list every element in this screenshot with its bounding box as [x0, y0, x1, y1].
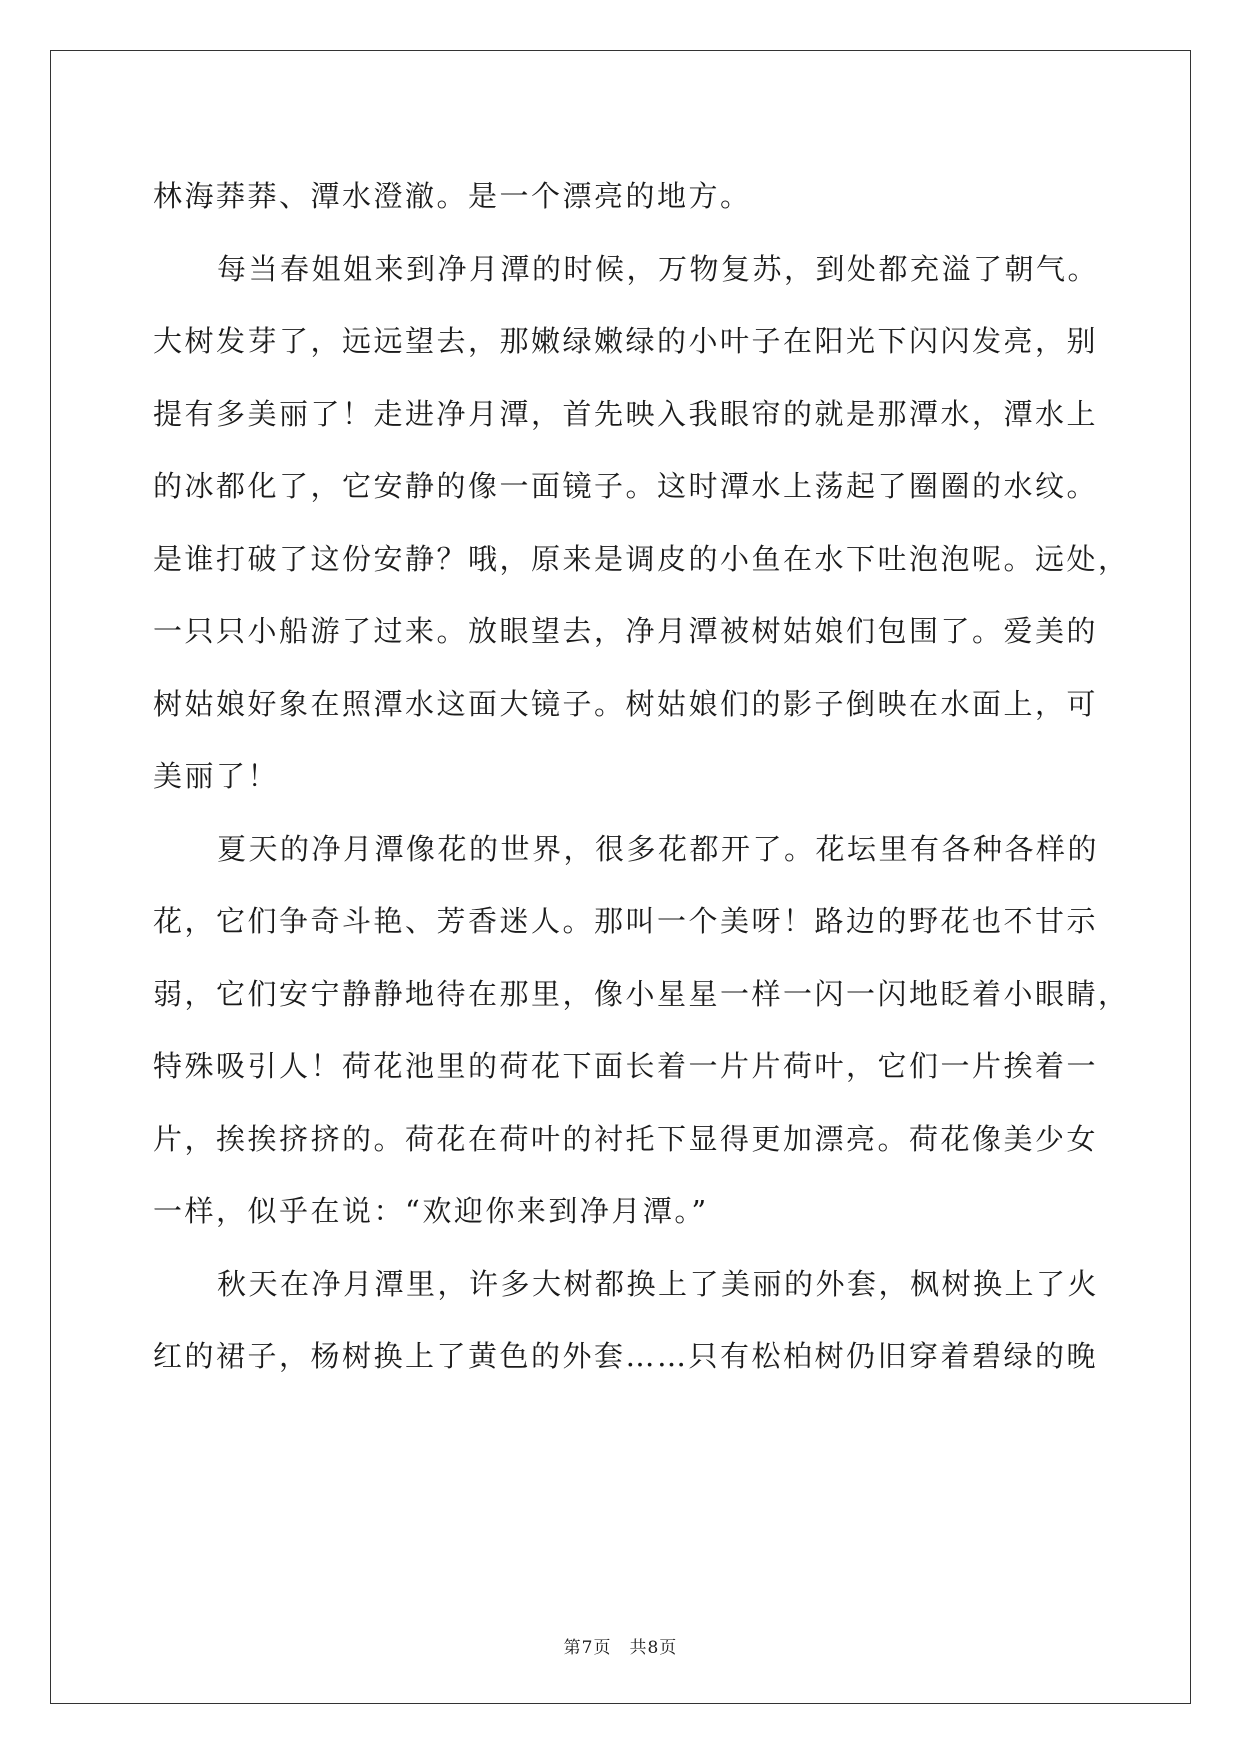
text-line: 的冰都化了，它安静的像一面镜子。这时潭水上荡起了圈圈的水纹。: [153, 469, 1099, 503]
text-line: 林海莽莽、潭水澄澈。是一个漂亮的地方。: [153, 179, 752, 213]
text-line: 树姑娘好象在照潭水这面大镜子。树姑娘们的影子倒映在水面上，可: [153, 686, 1099, 721]
text-line: 美丽了！: [153, 759, 280, 793]
text-line: 弱，它们安宁静静地待在那里，像小星星一样一闪一闪地眨着小眼睛，: [153, 976, 1130, 1011]
paragraph-first-line: 夏天的净月潭像花的世界，很多花都开了。花坛里有各种各样的: [217, 831, 1100, 866]
document-body: [153, 160, 1130, 1393]
text-line: 一样，似乎在说：“欢迎你来到净月潭。”: [153, 1194, 709, 1228]
page-number: 第7页 共8页: [563, 1638, 678, 1658]
text-line: 花，它们争奇斗艳、芳香迷人。那叫一个美呀！路边的野花也不甘示: [153, 904, 1099, 938]
text-line: 大树发芽了，远远望去，那嫩绿嫩绿的小叶子在阳光下闪闪发亮，别: [153, 324, 1099, 358]
text-line: 红的裙子，杨树换上了黄色的外套……只有松柏树仍旧穿着碧绿的晚: [153, 1339, 1099, 1373]
text-line: 是谁打破了这份安静？哦，原来是调皮的小鱼在水下吐泡泡呢。远处，: [153, 541, 1130, 576]
text-line: 一只只小船游了过来。放眼望去，净月潭被树姑娘们包围了。爱美的: [153, 614, 1099, 648]
text-line: 提有多美丽了！走进净月潭，首先映入我眼帘的就是那潭水，潭水上: [153, 396, 1099, 431]
paragraph-first-line: 每当春姐姐来到净月潭的时候，万物复苏，到处都充溢了朝气。: [217, 251, 1100, 286]
text-line: 特殊吸引人！荷花池里的荷花下面长着一片片荷叶，它们一片挨着一: [153, 1049, 1099, 1083]
paragraph-first-line: 秋天在净月潭里，许多大树都换上了美丽的外套，枫树换上了火: [217, 1266, 1100, 1301]
text-line: 片，挨挨挤挤的。荷花在荷叶的衬托下显得更加漂亮。荷花像美少女: [153, 1121, 1099, 1156]
